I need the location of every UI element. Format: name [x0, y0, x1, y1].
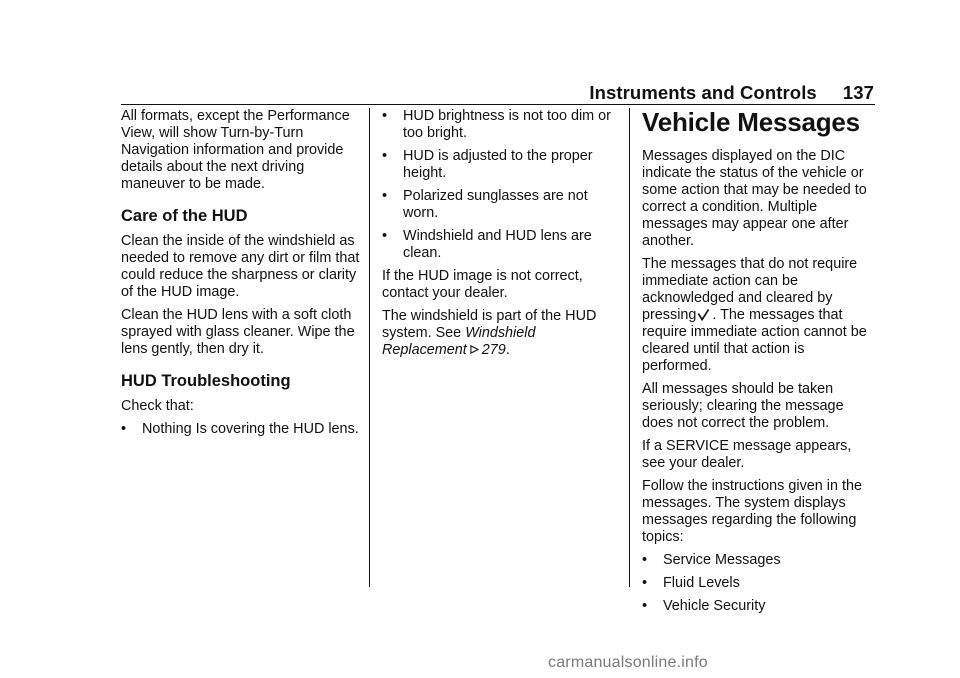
list-item-text: HUD brightness is not too dim or too bright.: [403, 108, 611, 141]
care-heading: Care of the HUD: [121, 207, 248, 225]
windshield-replacement-link[interactable]: Windshield Replacement: [382, 325, 536, 358]
windshield-page-ref[interactable]: 279: [481, 342, 506, 358]
bullet-icon: •: [121, 421, 127, 437]
messages-paragraph-3: All messages should be taken seriously; clearing the message does not correct the problem.: [642, 381, 844, 431]
messages-paragraph-2: [642, 256, 877, 375]
care-paragraph-1: Clean the inside of the windshield as needed to remove any dirt or film that could reduce the sharpness or clarity of the HUD image.: [121, 233, 360, 300]
care-paragraph-2: Clean the HUD lens with a soft cloth sprayed with glass cleaner. Wipe the lens gently, then dry it.: [121, 307, 355, 357]
messages-paragraph-4: If a SERVICE message appears, see your dealer.: [642, 438, 852, 471]
header-rule: [121, 104, 875, 105]
page-header: [589, 82, 874, 104]
list-item-text: Polarized sunglasses are not worn.: [403, 188, 588, 221]
list-item: [642, 552, 877, 569]
windshield-period: .: [505, 342, 510, 358]
list-item: [121, 421, 361, 438]
watermark: carmanualsonline.info: [548, 654, 708, 671]
check-that-text: Check that:: [121, 398, 194, 414]
troubleshooting-heading: HUD Troubleshooting: [121, 372, 291, 390]
list-item: [382, 108, 622, 142]
bullet-icon: •: [642, 552, 648, 568]
column-divider-1: [369, 108, 370, 587]
section-title: Instruments and Controls: [589, 82, 817, 103]
windshield-paragraph: [382, 308, 622, 359]
messages-p2-text-end: . The messages that require immediate action cannot be cleared until that action is performed.: [642, 307, 867, 374]
windshield-text: The windshield is part of the HUD system. See: [382, 308, 597, 341]
bullet-icon: •: [642, 575, 648, 591]
list-item-text: Fluid Levels: [663, 575, 740, 591]
column-3: [642, 108, 877, 621]
list-item-text: Vehicle Security: [663, 598, 766, 614]
list-item-text: Windshield and HUD lens are clean.: [403, 228, 592, 261]
messages-paragraph-5: Follow the instructions given in the messages. The system displays messages regarding the following topics:: [642, 478, 862, 545]
messages-paragraph-1: Messages displayed on the DIC indicate the status of the vehicle or some action that may be needed to correct a condition. Multiple messages may appear one after another.: [642, 148, 867, 249]
list-item-text: Nothing Is covering the HUD lens.: [142, 421, 359, 437]
page-number: 137: [842, 82, 874, 103]
incorrect-image-paragraph: If the HUD image is not correct, contact your dealer.: [382, 268, 583, 301]
list-item-text: HUD is adjusted to the proper height.: [403, 148, 593, 181]
list-item-text: Service Messages: [663, 552, 781, 568]
bullet-icon: •: [382, 108, 388, 124]
column-2: [382, 108, 622, 365]
list-item: [382, 188, 622, 222]
checkmark-icon: [697, 308, 710, 321]
list-item: [382, 148, 622, 182]
bullet-icon: •: [382, 228, 388, 244]
list-item: [642, 575, 877, 592]
page-reference-icon: [470, 345, 479, 354]
column-divider-2: [629, 108, 630, 587]
column-1: [121, 108, 361, 444]
bullet-icon: •: [382, 148, 388, 164]
list-item: [382, 228, 622, 262]
intro-paragraph: All formats, except the Performance View, will show Turn-by-Turn Navigation information and provide details about the next driving maneuver to be made.: [121, 108, 350, 192]
vehicle-messages-heading: Vehicle Messages: [642, 107, 860, 137]
bullet-icon: •: [642, 598, 648, 614]
messages-p2-text: The messages that do not require immediate action can be acknowledged and cleared by pressing: [642, 256, 858, 323]
bullet-icon: •: [382, 188, 388, 204]
list-item: [642, 598, 877, 615]
